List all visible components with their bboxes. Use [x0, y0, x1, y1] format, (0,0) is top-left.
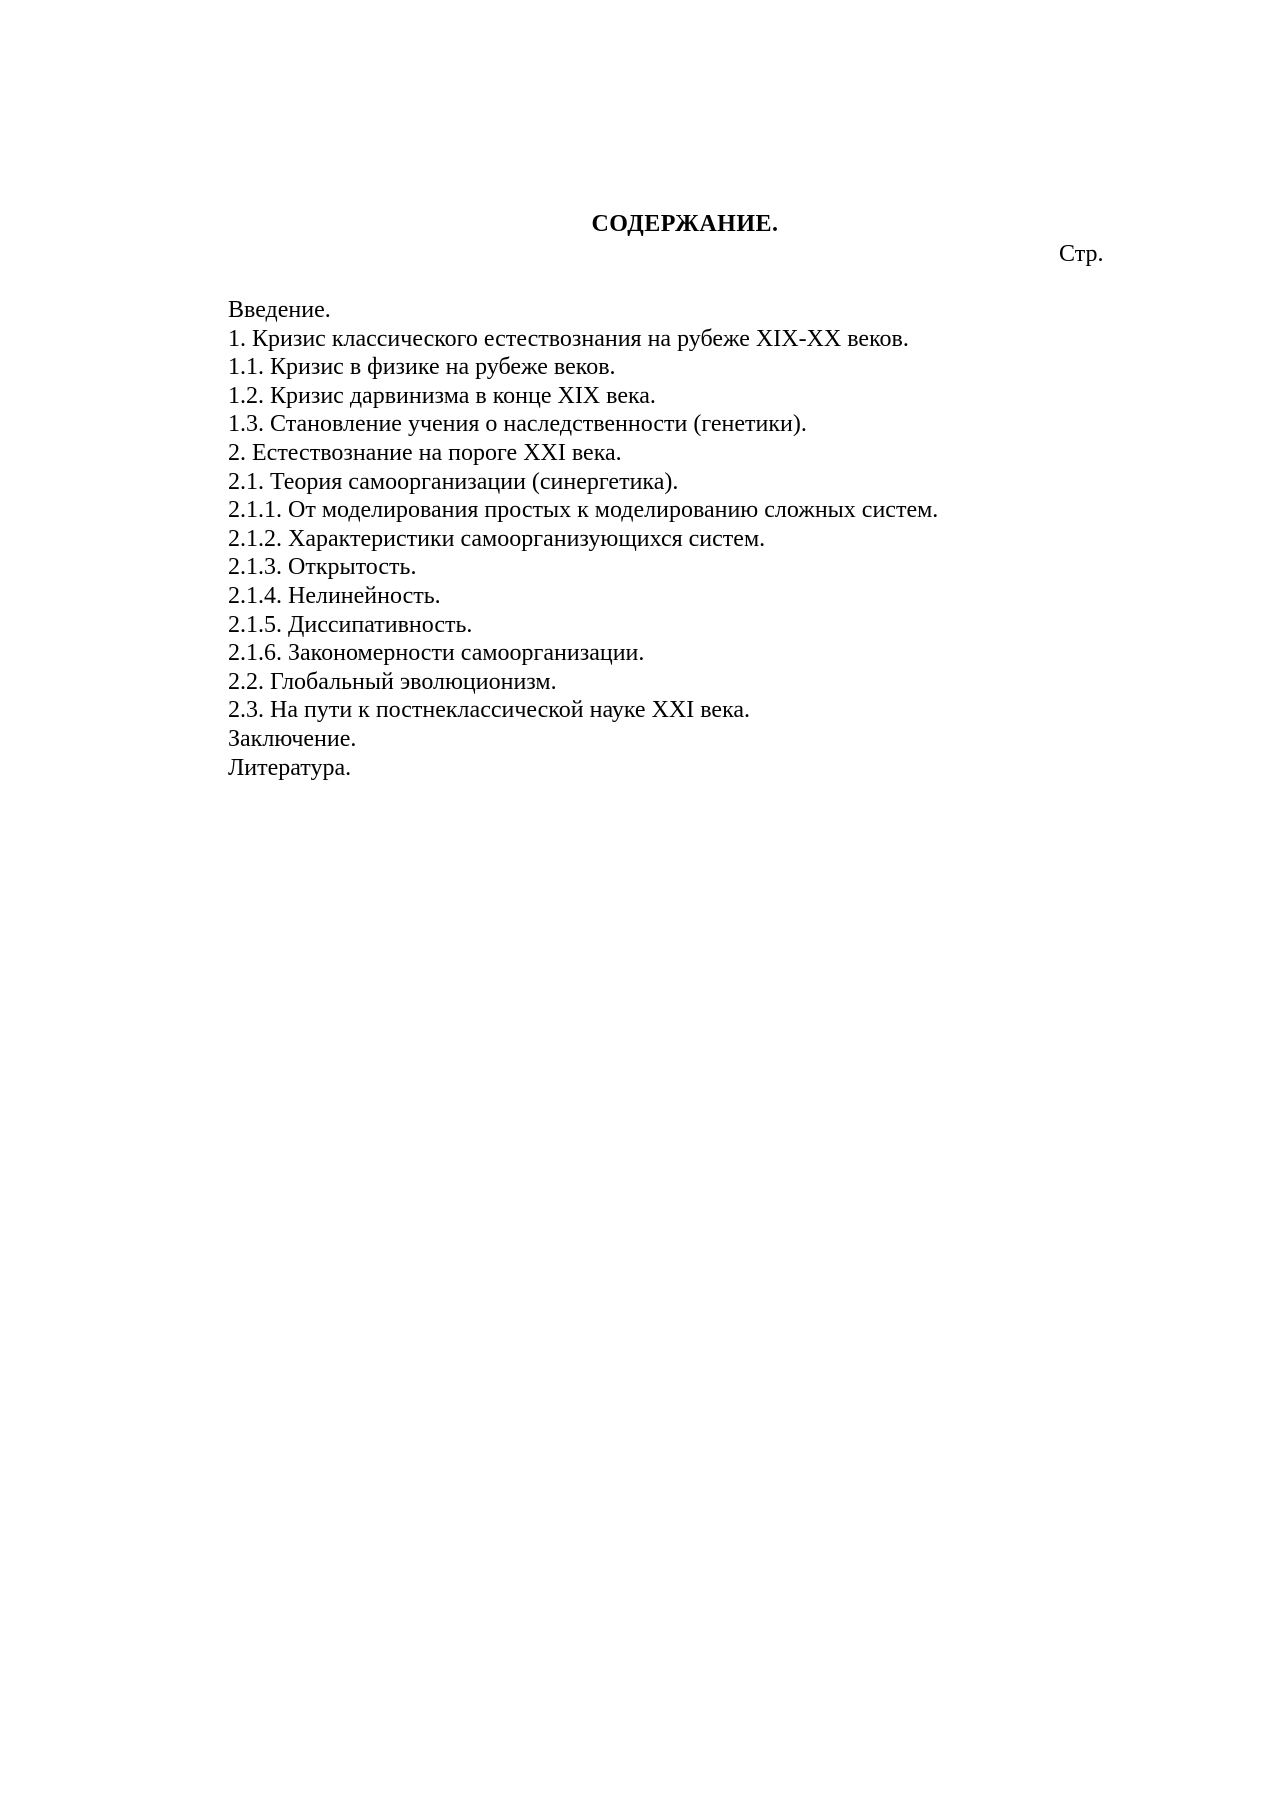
toc-item: 2.1.5. Диссипативность. [228, 611, 473, 638]
toc-item: 2.1.1. От моделирования простых к моделированию сложных систем. [228, 497, 939, 524]
toc-item: 2.1. Теория самоорганизации (синергетика). [228, 468, 679, 495]
page-title: СОДЕРЖАНИЕ. [591, 211, 779, 237]
page-number-column-label: Стр. [1059, 241, 1104, 267]
toc-item: 2.1.2. Характеристики самоорганизующихся систем. [228, 525, 766, 552]
toc-item: Введение. [228, 297, 331, 323]
toc-item: 2.2. Глобальный эволюционизм. [228, 668, 557, 695]
toc-item: 2.3. На пути к постнеклассической науке XXI века. [228, 697, 751, 724]
toc-item: 2.1.4. Нелинейность. [228, 582, 441, 609]
table-of-contents [228, 296, 938, 782]
toc-item: Литература. [228, 754, 352, 781]
toc-item: 1.3. Становление учения о наследственности (генетики). [228, 411, 807, 438]
toc-item: 1. Кризис классического естествознания на рубеже XIX-XX веков. [228, 325, 909, 352]
toc-item: 2.1.6. Закономерности самоорганизации. [228, 640, 645, 667]
toc-item: Заключение. [228, 725, 357, 752]
toc-item: 1.1. Кризис в физике на рубеже веков. [228, 354, 616, 381]
toc-item: 2. Естествознание на пороге XXI века. [228, 439, 622, 466]
toc-item: 2.1.3. Открытость. [228, 554, 417, 581]
toc-item: 1.2. Кризис дарвинизма в конце XIX века. [228, 382, 656, 409]
